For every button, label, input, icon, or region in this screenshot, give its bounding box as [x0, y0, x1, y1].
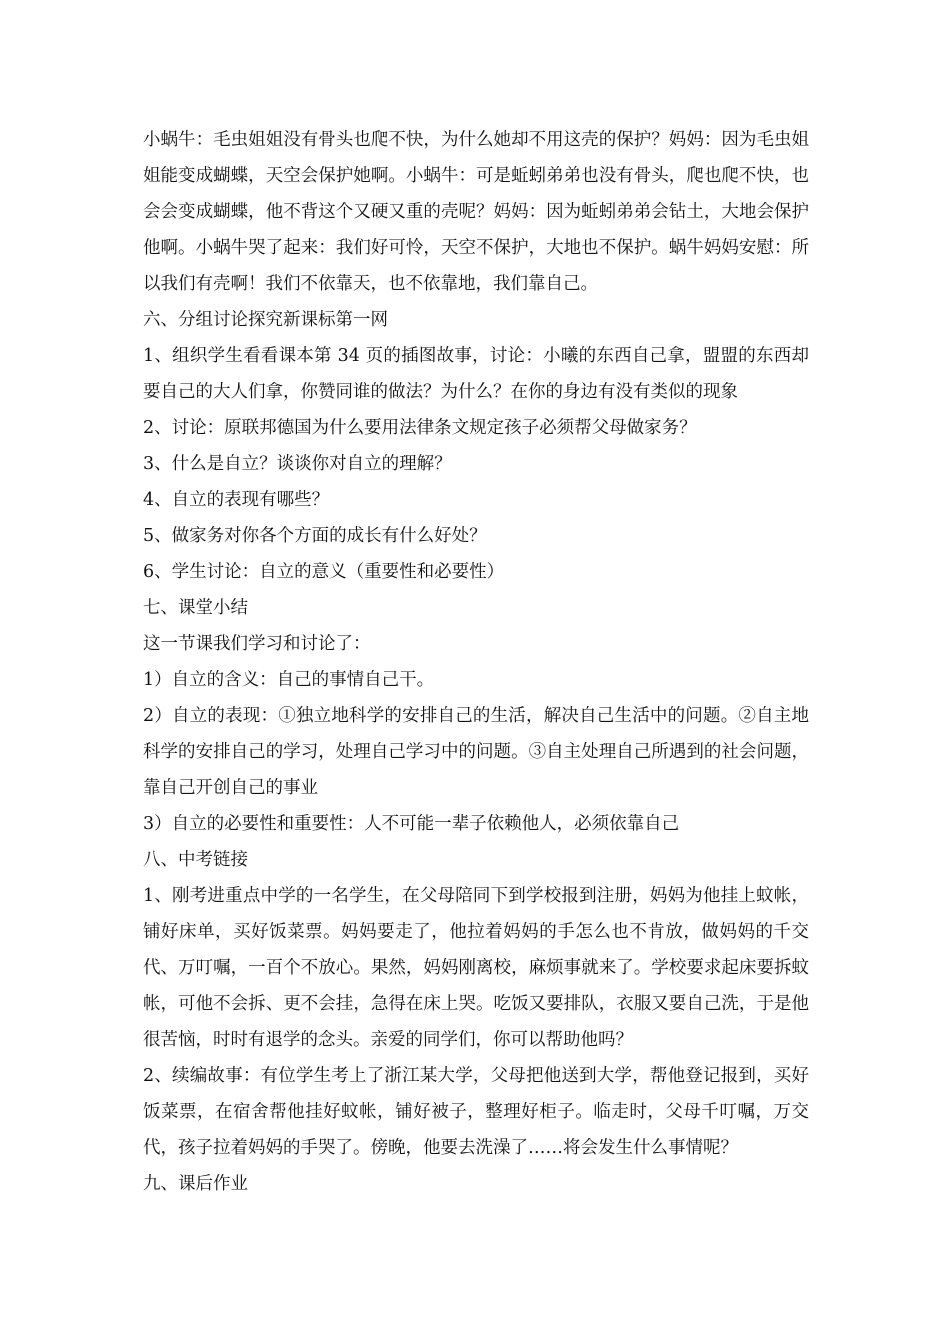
- story-paragraph: 小蜗牛：毛虫姐姐没有骨头也爬不快，为什么她却不用这壳的保护？妈妈：因为毛虫姐姐能变成蝴蝶，天空会保护她啊。小蜗牛：可是蚯蚓弟弟也没有骨头，爬也爬不快，也会会变成蝴蝶，他不背这个又硬又重的壳呢？妈妈：因为蚯蚓弟弟会钻土，大地会保护他啊。小蜗牛哭了起来：我们好可怜，天空不保护，大地也不保护。蜗牛妈妈安慰：所以我们有壳啊！我们不依靠天，也不依靠地，我们靠自己。: [143, 130, 809, 294]
- document-body: [143, 122, 809, 1202]
- exam-item-2: 2、续编故事：有位学生考上了浙江某大学，父母把他送到大学，帮他登记报到，买好饭菜票，在宿舍帮他挂好蚊帐，铺好被子，整理好柜子。临走时，父母千叮嘱，万交代，孩子拉着妈妈的手哭了。傍晚，他要去洗澡了……将会发生什么事情呢？: [143, 1066, 809, 1158]
- exam-item-1: 1、刚考进重点中学的一名学生，在父母陪同下到学校报到注册，妈妈为他挂上蚊帐，铺好床单，买好饭菜票。妈妈要走了，他拉着妈妈的手怎么也不肯放，做妈妈的千交代、万叮嘱，一百个不放心。果然，妈妈刚离校，麻烦事就来了。学校要求起床要拆蚊帐，可他不会拆、更不会挂，急得在床上哭。吃饭又要排队，衣服又要自己洗，于是他很苦恼，时时有退学的念头。亲爱的同学们，你可以帮助他吗？: [143, 886, 809, 1050]
- summary-item-2: 2）自立的表现：①独立地科学的安排自己的生活，解决自己生活中的问题。②自主地科学的安排自己的学习，处理自己学习中的问题。③自主处理自己所遇到的社会问题，靠自己开创自己的事业: [143, 706, 809, 798]
- discussion-item-2: 2、讨论：原联邦德国为什么要用法律条文规定孩子必须帮父母做家务？: [143, 418, 697, 438]
- section-heading-summary: 七、课堂小结: [143, 598, 248, 618]
- discussion-item-4: 4、自立的表现有哪些？: [143, 490, 330, 510]
- section-heading-homework: 九、课后作业: [143, 1174, 248, 1194]
- section-heading-group-discussion: 六、分组讨论探究新课标第一网: [143, 310, 388, 330]
- summary-intro: 这一节课我们学习和讨论了：: [143, 634, 371, 654]
- discussion-item-3: 3、什么是自立？谈谈你对自立的理解？: [143, 454, 452, 474]
- section-heading-exam-link: 八、中考链接: [143, 850, 248, 870]
- discussion-item-1: 1、组织学生看看课本第 34 页的插图故事，讨论：小曦的东西自己拿，盟盟的东西却要自己的大人们拿，你赞同谁的做法？为什么？在你的身边有没有类似的现象: [143, 346, 809, 402]
- summary-item-1: 1）自立的含义：自己的事情自己干。: [143, 670, 435, 690]
- discussion-item-5: 5、做家务对你各个方面的成长有什么好处？: [143, 526, 487, 546]
- summary-item-3: 3）自立的必要性和重要性：人不可能一辈子依赖他人，必须依靠自己: [143, 814, 680, 834]
- discussion-item-6: 6、学生讨论：自立的意义（重要性和必要性）: [143, 562, 505, 582]
